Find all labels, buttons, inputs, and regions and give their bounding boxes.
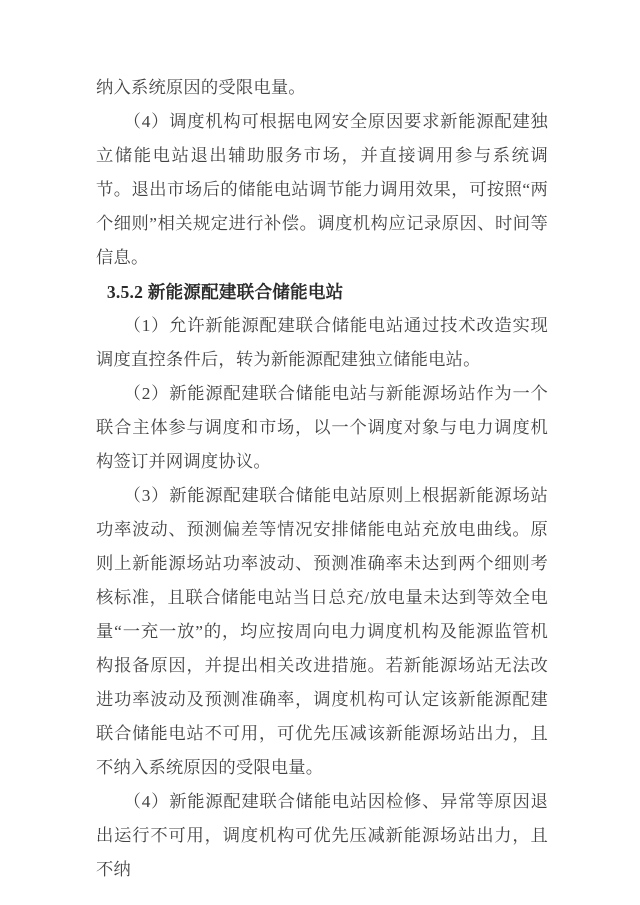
paragraph-item-4-independent-storage: （4）调度机构可根据电网安全原因要求新能源配建独立储能电站退出辅助服务市场，并直接调用参与系统调节。退出市场后的储能电站调节能力调用效果，可按照“两个细则”相关规定进行补偿。调度机构应记录原因、时间等信息。 xyxy=(96,112,548,267)
paragraph-item-4-maintenance-exit: （4）新能源配建联合储能电站因检修、异常等原因退出运行不可用，调度机构可优先压减新能源场站出力，且不纳 xyxy=(96,792,548,879)
paragraph-item-2-joint-entity: （2）新能源配建联合储能电站与新能源场站作为一个联合主体参与调度和市场，以一个调度对象与电力调度机构签订并网调度协议。 xyxy=(96,384,548,471)
paragraph-item-3-charge-discharge-curve: （3）新能源配建联合储能电站原则上根据新能源场站功率波动、预测偏差等情况安排储能电站充放电曲线。原则上新能源场站功率波动、预测准确率未达到两个细则考核标准，且联合储能电站当日总充/放电量未达到等效全电量“一充一放”的，均应按周向电力调度机构及能源监管机构报备原因，并提出相关改进措施。若新能源场站无法改进功率波动及预测准确率，调度机构可认定该新能源配建联合储能电站不可用，可优先压减该新能源场站出力，且不纳入系统原因的受限电量。 xyxy=(96,486,548,777)
page-text-column xyxy=(96,71,548,887)
paragraph-continuation-limited-energy: 纳入系统原因的受限电量。 xyxy=(96,78,306,97)
paragraph-item-1-joint-storage: （1）允许新能源配建联合储能电站通过技术改造实现调度直控条件后，转为新能源配建独立储能电站。 xyxy=(96,316,548,369)
section-heading-3-5-2: 3.5.2 新能源配建联合储能电站 xyxy=(106,282,344,302)
